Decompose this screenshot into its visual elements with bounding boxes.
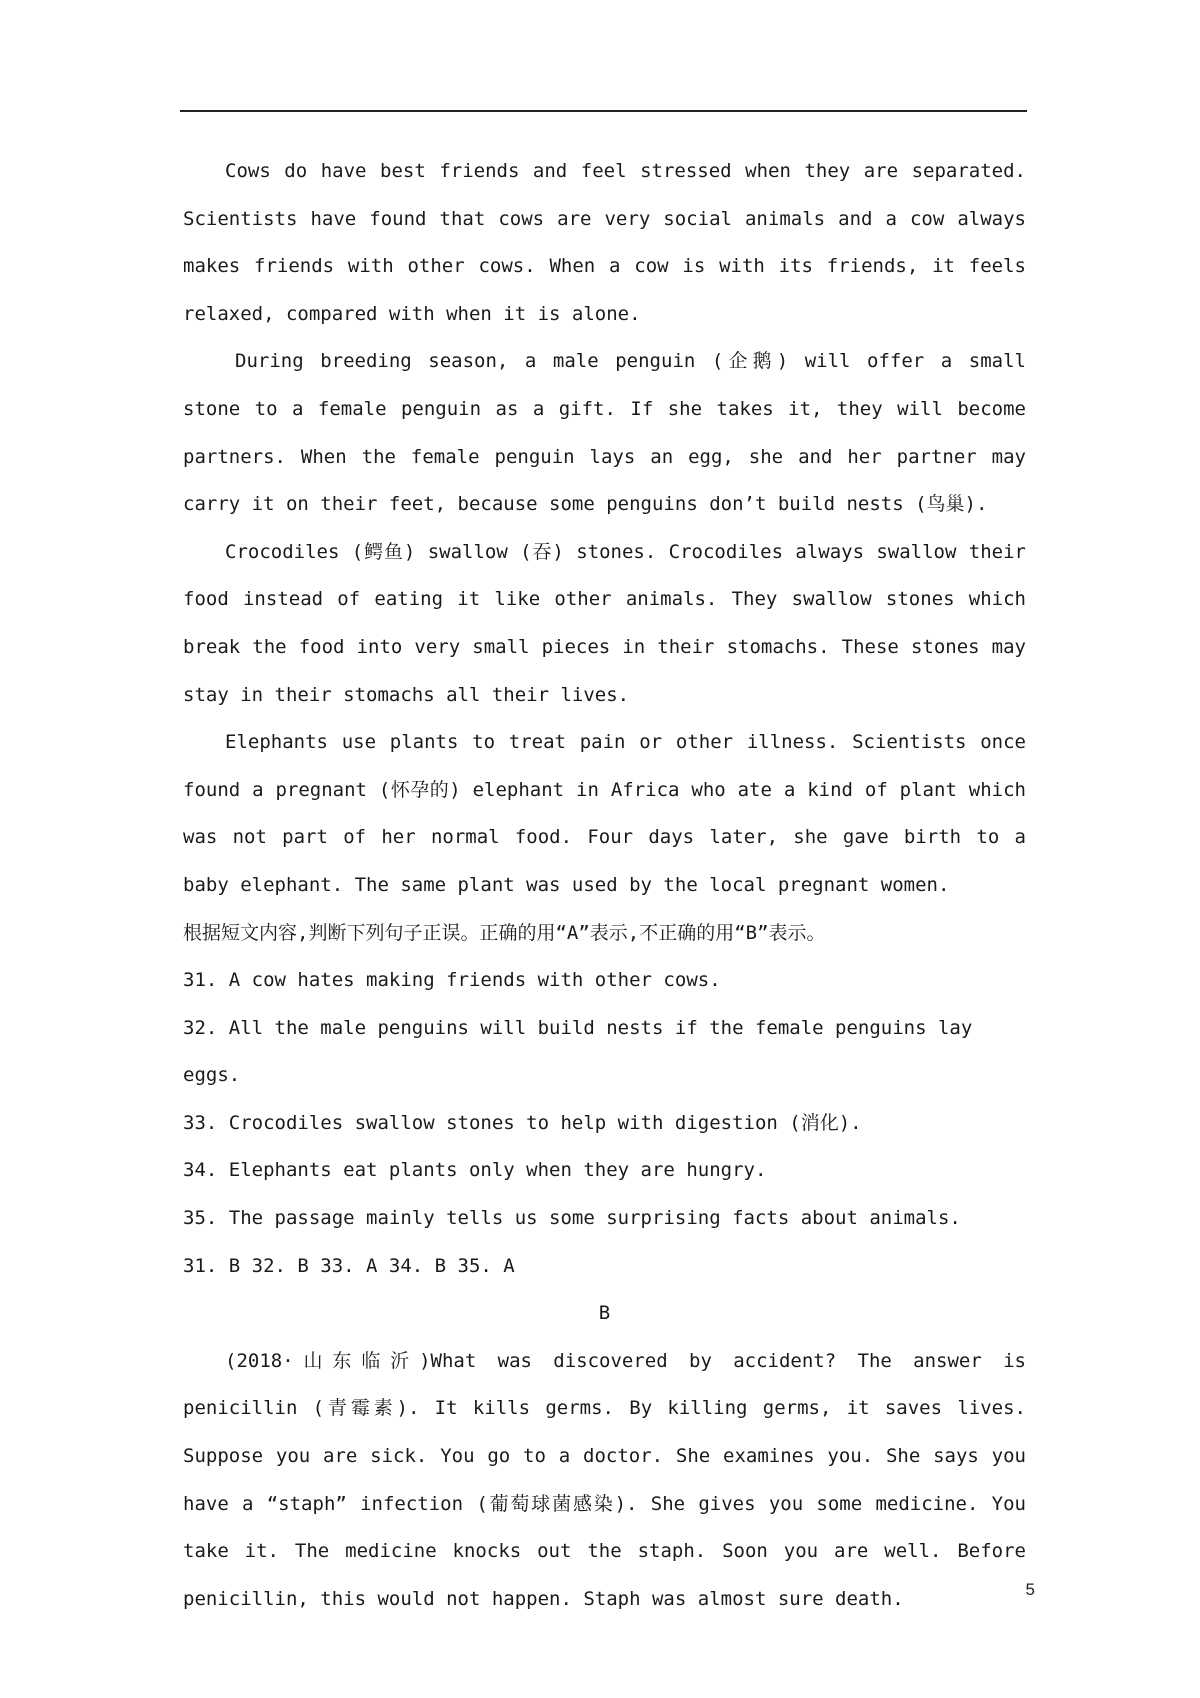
question-35: 35. The passage mainly tells us some surprising facts about animals. [183, 1207, 961, 1230]
paragraph-cows: Cows do have best friends and feel stressed when they are separated. Scientists have found that cows are very social animals and a cow always makes friends with other cows. When a cow is with its friends, it feels relaxed, compared with when it is alone. [183, 160, 1026, 325]
paragraph-elephants: Elephants use plants to treat pain or other illness. Scientists once found a pregnant (怀孕的) elephant in Africa who ate a kind of plant which was not part of her normal food. Four days later, she gave birth to a baby elephant. The same plant was used by the local pregnant women. [183, 731, 1026, 896]
paragraph-crocodiles: Crocodiles (鳄鱼) swallow (吞) stones. Crocodiles always swallow their food instead of eating it like other animals. They swallow stones which break the food into very small pieces in their stomachs. These stones may stay in their stomachs all their lives. [183, 540, 1026, 706]
section-b-heading: B [598, 1302, 611, 1325]
question-33: 33. Crocodiles swallow stones to help with digestion (消化). [183, 1111, 862, 1134]
question-32: 32. All the male penguins will build nests if the female penguins lay eggs. [183, 1016, 973, 1087]
header-rule [180, 110, 1027, 112]
paragraph-penguins: During breeding season, a male penguin (企鹅) will offer a small stone to a female penguin as a gift. If she takes it, they will become partners. When the female penguin lays an egg, she and her partner may carry it on their feet, because some penguins don’t build nests (鸟巢). [183, 350, 1026, 516]
answer-key: 31. B 32. B 33. A 34. B 35. A [183, 1254, 515, 1277]
paragraph-penicillin: (2018·山东临沂)What was discovered by accident? The answer is penicillin (青霉素). It kills germs. By killing germs, it saves lives. Suppose you are sick. You go to a doctor. She examines you. She says you have a “staph” infection (葡萄球菌感染). She gives you some medicine. You take it. The medicine knocks out the staph. Soon you are well. Before penicillin, this would not happen. Staph was almost sure death. [183, 1349, 1026, 1610]
page-content [183, 148, 1026, 1623]
question-31: 31. A cow hates making friends with other cows. [183, 969, 721, 992]
page-number: 5 [1025, 1580, 1035, 1599]
question-34: 34. Elephants eat plants only when they are hungry. [183, 1159, 767, 1182]
instruction-text: 根据短文内容,判断下列句子正误。正确的用“A”表示,不正确的用“B”表示。 [183, 921, 826, 944]
